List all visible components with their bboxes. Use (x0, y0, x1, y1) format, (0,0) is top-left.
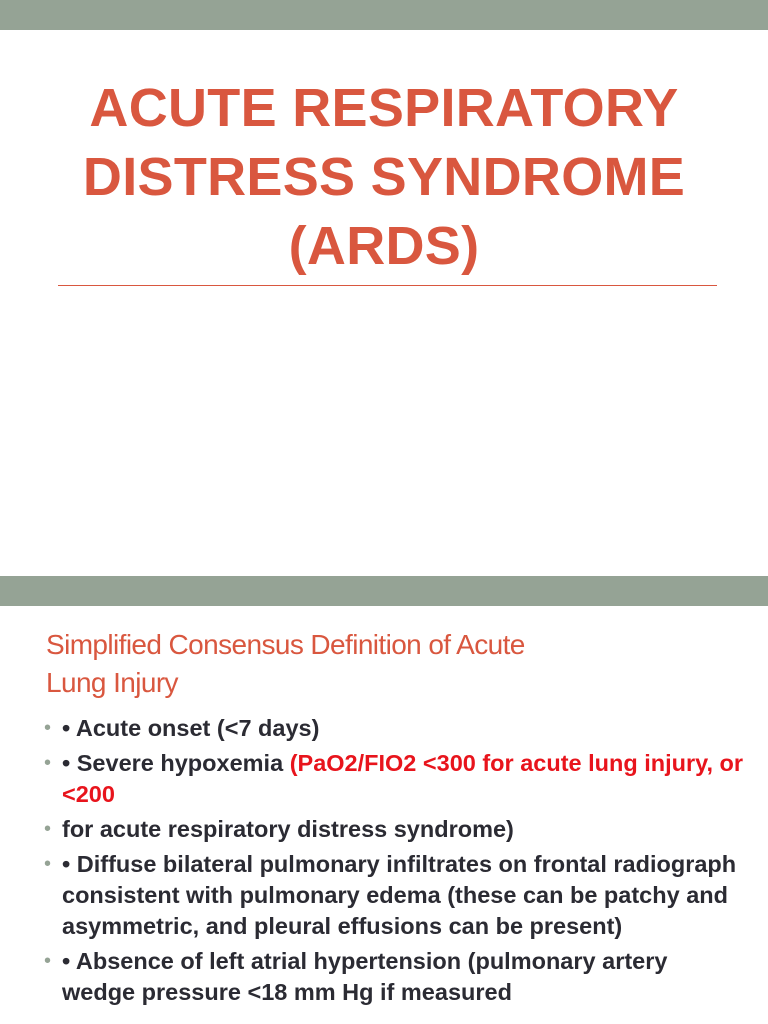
list-item (44, 946, 744, 1008)
bullet-icon: • (44, 717, 52, 739)
list-item (44, 814, 744, 845)
bullet-text: • Acute onset (<7 days) (62, 715, 320, 741)
bullet-list (44, 713, 744, 1012)
section-heading-line: Simplified Consensus Definition of Acute (46, 629, 525, 660)
slide-title-line: ACUTE RESPIRATORY (89, 78, 679, 138)
slide-title (40, 74, 728, 281)
slide-title-line: DISTRESS SYNDROME (82, 147, 686, 207)
list-item (44, 713, 744, 744)
section-heading-line: Lung Injury (46, 667, 178, 698)
bullet-text: • Absence of left atrial hypertension (pulmonary artery wedge pressure <18 mm Hg if measured (62, 948, 668, 1005)
slide-separator-band (0, 576, 768, 606)
bullet-icon: • (44, 818, 52, 840)
bullet-text: • Diffuse bilateral pulmonary infiltrates on frontal radiograph consistent with pulmonary edema (these can be patchy and asymmetric, and pleural effusions can be present) (62, 851, 737, 939)
bullet-highlight-text: (PaO2/FIO2 <300 for acute lung injury, or <200 (62, 750, 744, 807)
slide-title-line: (ARDS) (288, 216, 480, 276)
bullet-text: • Severe hypoxemia (62, 750, 290, 776)
bullet-text: for acute respiratory distress syndrome) (62, 816, 514, 842)
section-heading (46, 626, 686, 702)
bullet-icon: • (44, 950, 52, 972)
bullet-icon: • (44, 853, 52, 875)
list-item (44, 849, 744, 942)
list-item (44, 748, 744, 810)
title-divider (58, 285, 717, 286)
top-band (0, 0, 768, 30)
bullet-icon: • (44, 752, 52, 774)
